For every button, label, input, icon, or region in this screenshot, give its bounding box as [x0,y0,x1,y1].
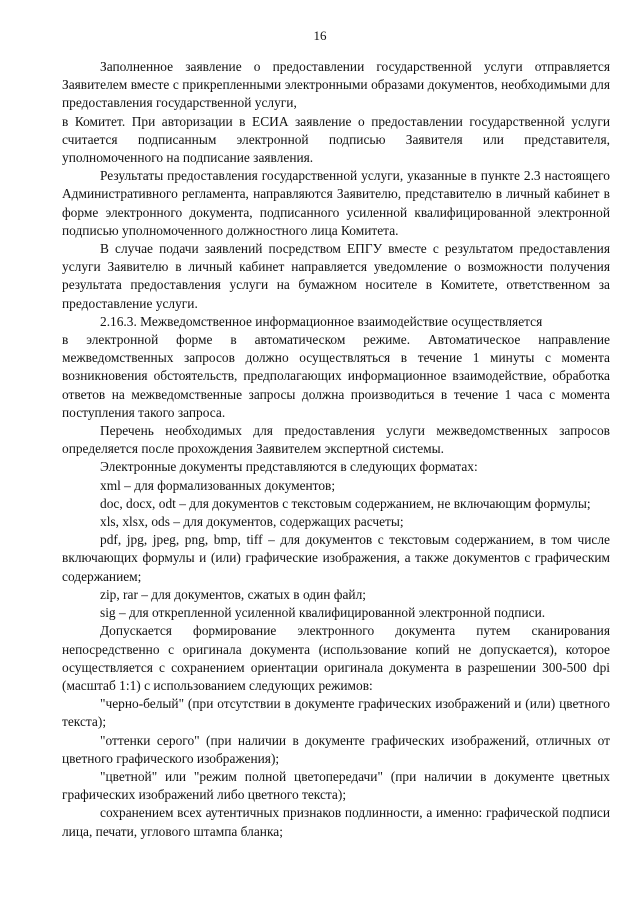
list-item: xml – для формализованных документов; [100,477,336,493]
paragraph: Заполненное заявление о предоставлении государственной услуги отправляется Заявителем вместе с прикрепленными электронными образами документов, необходимыми для предоставления государственной услуги, [62,59,610,111]
list-item: сохранением всех аутентичных признаков подлинности, а именно: графической подписи лица, печати, углового штампа бланка; [62,805,610,839]
paragraph: В случае подачи заявлений посредством ЕПГУ вместе с результатом предоставления услуги Заявителю в личный кабинет направляется уведомление о возможности получения результата предоставления услуги на бумажном носителе в Комитете, ответственном за предоставление услуги. [62,241,610,311]
paragraph: в Комитет. При авторизации в ЕСИА заявление о предоставлении государственной услуги считается подписанным электронной подписью Заявителя или представителя, уполномоченного на подписание заявления. [62,113,610,166]
list-item: "цветной" или "режим полной цветопередачи" (при наличии в документе цветных графических изображений либо цветного текста); [62,768,610,803]
list-item: xls, xlsx, ods – для документов, содержащих расчеты; [100,514,404,530]
paragraph: Допускается формирование электронного документа путем сканирования непосредственно с оригинала документа (использование копий не допускается), которое осуществляется с сохранением ориентации оригинала документа в разрешении 300-500 dpi (масштаб 1:1) с использованием следующих режимов: [62,623,610,693]
list-item: doc, docx, odt – для документов с текстовым содержанием, не включающим формулы; [100,495,591,511]
page-number: 16 [313,28,327,43]
list-item: "оттенки серого" (при наличии в документе графических изображений, отличных от цветного графического изображения); [62,732,610,766]
document-body [62,58,610,841]
list-item: zip, rar – для документов, сжатых в один файл; [100,586,366,602]
paragraph: Перечень необходимых для предоставления услуги межведомственных запросов определяется после прохождения Заявителем экспертной системы. [62,423,610,457]
list-item: pdf, jpg, jpeg, png, bmp, tiff – для документов с текстовым содержанием, в том числе включающих формулы и (или) графические изображения, а также документов с графическим содержанием; [62,532,610,584]
list-item: "черно-белый" (при отсутствии в документе графических изображений и (или) цветного текста); [62,696,610,730]
paragraph: в электронной форме в автоматическом режиме. Автоматическое направление межведомственных запросов должно осуществляться в течение 1 минуты с момента возникновения обстоятельств, предполагающих информационное взаимодействие, обработка ответов на межведомственные запросы должна производиться в течение 1 часа с момента поступления такого запроса. [62,332,610,420]
paragraph: Электронные документы представляются в следующих форматах: [100,459,478,475]
paragraph: 2.16.3. Межведомственное информационное взаимодействие осуществляется [100,313,543,329]
paragraph: Результаты предоставления государственной услуги, указанные в пункте 2.3 настоящего Административного регламента, направляются Заявителю, представителю в личный кабинет в форме электронного документа, подписанного усиленной квалифицированной электронной подписью уполномоченного должностного лица Комитета. [62,168,610,238]
list-item: sig – для открепленной усиленной квалифицированной электронной подписи. [100,605,546,621]
